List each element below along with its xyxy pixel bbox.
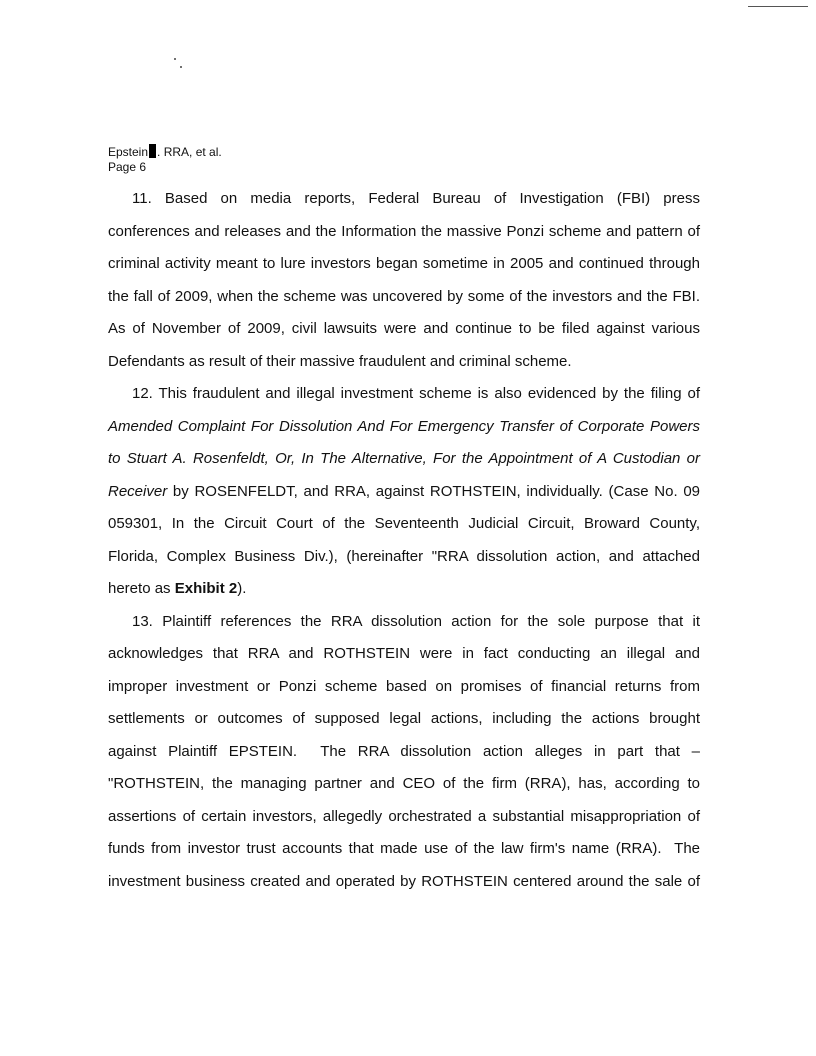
paragraph-11	[108, 183, 700, 378]
text-line: criminal activity meant to lure investors began sometime in 2005 and continued through	[108, 255, 700, 272]
text-line: assertions of certain investors, allegedly orchestrated a substantial misappropriation of	[108, 807, 700, 825]
text-line: 059301, In the Circuit Court of the Seventeenth Judicial Circuit, Broward County,	[108, 515, 700, 532]
paragraph-13	[108, 606, 700, 899]
case-caption	[108, 144, 222, 160]
text-line: conferences and releases and the Information the massive Ponzi scheme and pattern of	[108, 222, 700, 240]
scan-speck	[180, 66, 182, 68]
page-number: Page 6	[108, 160, 147, 174]
text-line: against Plaintiff EPSTEIN. The RRA dissolution action alleges in part that –	[108, 742, 700, 760]
paragraph-12	[108, 378, 700, 606]
text-line: As of November of 2009, civil lawsuits were and continue to be filed against various	[108, 320, 700, 337]
text-run: by ROSENFELDT, and RRA, against ROTHSTEIN, individually. (Case No. 09	[167, 482, 700, 500]
exhibit-reference: Exhibit 2	[174, 580, 238, 597]
text-line: Amended Complaint For Dissolution And For Emergency Transfer of Corporate Powers	[108, 417, 700, 435]
caption-defendants: . RRA, et al.	[157, 145, 222, 159]
text-line: 13. Plaintiff references the RRA dissolution action for the sole purpose that it	[132, 612, 700, 630]
text-line: funds from investor trust accounts that made use of the law firm's name (RRA). The	[108, 840, 700, 857]
text-line	[108, 476, 700, 509]
text-line: investment business created and operated by ROTHSTEIN centered around the sale of	[108, 872, 700, 890]
redaction-block	[149, 144, 156, 158]
text-line: "ROTHSTEIN, the managing partner and CEO of the firm (RRA), has, according to	[108, 775, 700, 792]
text-line: to Stuart A. Rosenfeldt, Or, In The Alternative, For the Appointment of A Custodian or	[108, 450, 700, 467]
text-line: Florida, Complex Business Div.), (hereinafter "RRA dissolution action, and attached	[108, 547, 700, 565]
italic-text: Receiver	[108, 482, 168, 500]
text-line: improper investment or Ponzi scheme based on promises of financial returns from	[108, 677, 700, 695]
document-body	[108, 183, 700, 898]
text-line: 11. Based on media reports, Federal Bureau of Investigation (FBI) press	[132, 190, 700, 207]
text-run: hereto as	[108, 580, 175, 597]
caption-plaintiff: Epstein	[108, 145, 149, 159]
text-line: 12. This fraudulent and illegal investment scheme is also evidenced by the filing of	[132, 385, 700, 402]
scan-speck	[174, 58, 176, 60]
top-edge-rule	[748, 6, 808, 7]
text-line: settlements or outcomes of supposed legal actions, including the actions brought	[108, 710, 700, 727]
text-line: the fall of 2009, when the scheme was uncovered by some of the investors and the FBI.	[108, 287, 700, 305]
text-run: ).	[237, 580, 247, 597]
text-line	[108, 573, 700, 606]
text-line: acknowledges that RRA and ROTHSTEIN were in fact conducting an illegal and	[108, 645, 700, 662]
text-line: Defendants as result of their massive fraudulent and criminal scheme.	[108, 352, 572, 370]
document-header	[108, 144, 222, 175]
